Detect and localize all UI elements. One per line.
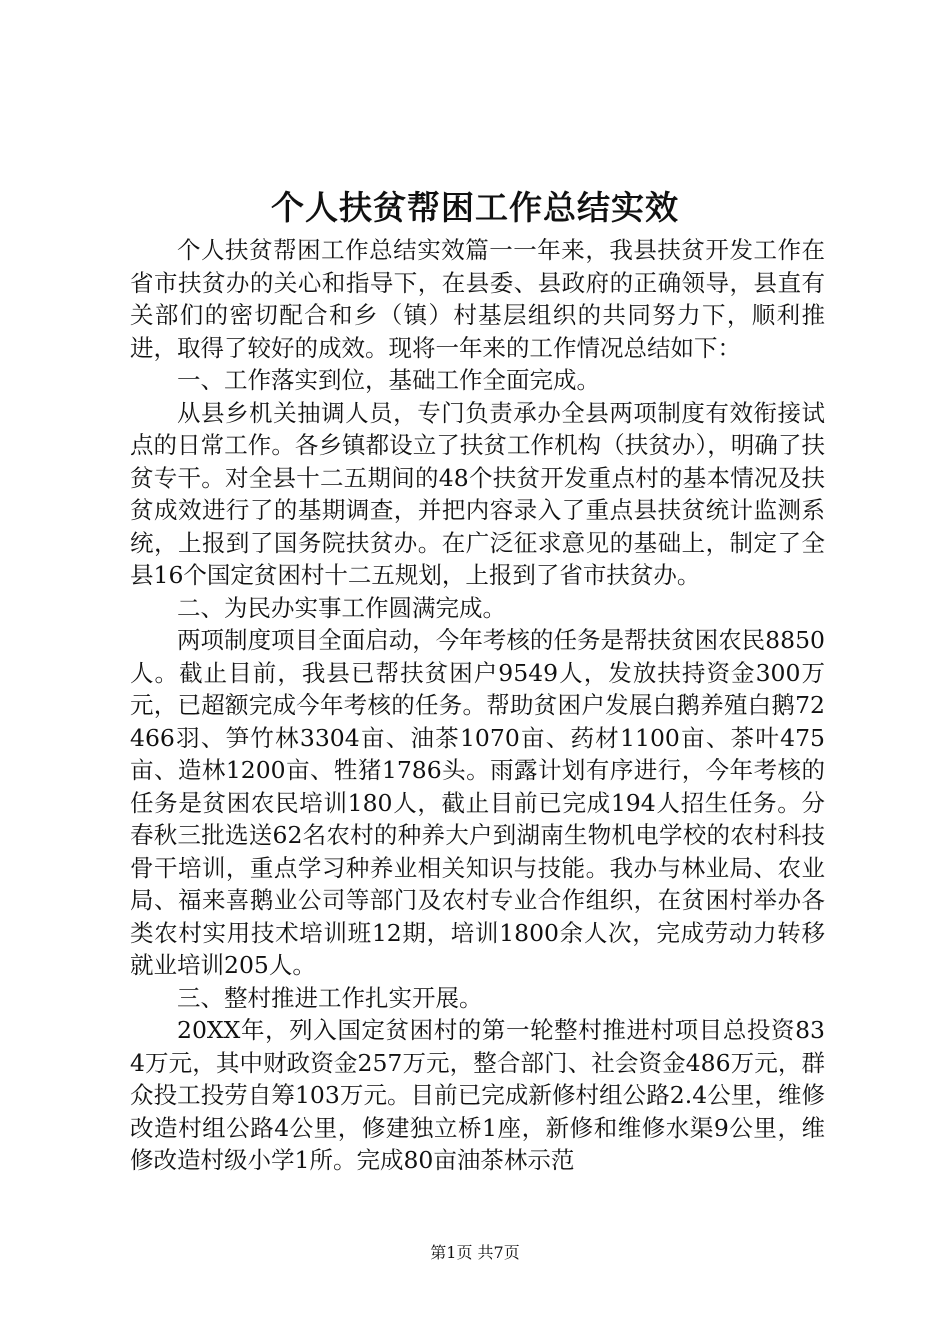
- page-footer: 第1页 共7页: [430, 1243, 520, 1262]
- paragraph-section-3: 20XX年，列入国定贫困村的第一轮整村推进村项目总投资834万元，其中财政资金257万元，整合部门、社会资金486万元，群众投工投劳自筹103万元。目前已完成新修村组公路2.4公里，维修改造村组公路4公里，修建独立桥1座，新修和维修水渠9公里，维修改造村级小学1所。完成80亩油茶林示范: [130, 1016, 825, 1174]
- paragraph-section-2: 两项制度项目全面启动，今年考核的任务是帮扶贫困农民8850人。截止目前，我县已帮扶贫困户9549人，发放扶持资金300万元，已超额完成今年考核的任务。帮助贫困户发展白鹅养殖白鹅72466羽、笋竹林3304亩、油茶1070亩、药材1100亩、茶叶475亩、造林1200亩、牲猪1786头。雨露计划有序进行，今年考核的任务是贫困农民培训180人，截止目前已完成194人招生任务。分春秋三批选送62名农村的种养大户到湖南生物机电学校的农村科技骨干培训，重点学习种养业相关知识与技能。我办与林业局、农业局、福来喜鹅业公司等部门及农村专业合作组织，在贫困村举办各类农村实用技术培训班12期，培训1800余人次，完成劳动力转移就业培训205人。: [130, 626, 825, 979]
- section-heading-2: 二、为民办实事工作圆满完成。: [177, 593, 506, 622]
- document-title: 个人扶贫帮困工作总结实效: [271, 188, 679, 227]
- paragraph-intro: 个人扶贫帮困工作总结实效篇一一年来，我县扶贫开发工作在省市扶贫办的关心和指导下，在县委、县政府的正确领导，县直有关部们的密切配合和乡（镇）村基层组织的共同努力下，顺利推进，取得了较好的成效。现将一年来的工作情况总结如下：: [130, 236, 825, 362]
- document-body: [130, 234, 825, 1177]
- section-heading-3: 三、整村推进工作扎实开展。: [177, 983, 483, 1012]
- paragraph-section-1: 从县乡机关抽调人员，专门负责承办全县两项制度有效衔接试点的日常工作。各乡镇都设立了扶贫工作机构（扶贫办），明确了扶贫专干。对全县十二五期间的48个扶贫开发重点村的基本情况及扶贫成效进行了的基期调查，并把内容录入了重点县扶贫统计监测系统，上报到了国务院扶贫办。在广泛征求意见的基础上，制定了全县16个国定贫困村十二五规划，上报到了省市扶贫办。: [130, 398, 825, 589]
- section-heading-1: 一、工作落实到位，基础工作全面完成。: [177, 366, 600, 394]
